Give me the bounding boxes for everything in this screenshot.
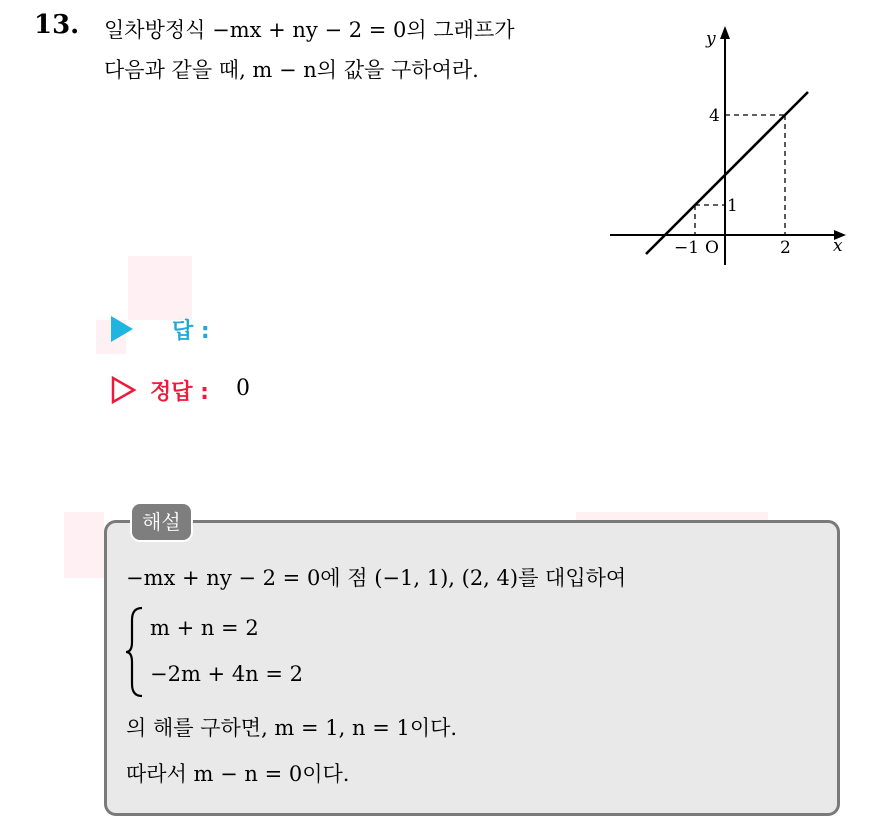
highlight-patch <box>128 256 192 320</box>
answer-marker-icon <box>111 316 133 342</box>
solution-tag: 해설 <box>130 502 193 542</box>
question-text-line-2: 다음과 같을 때, m − n의 값을 구하여라. <box>104 58 479 82</box>
highlight-patch <box>64 512 104 578</box>
y-axis-arrow <box>720 26 730 39</box>
equation-brace <box>124 606 146 698</box>
y-axis-label: y <box>706 29 716 49</box>
system-equation-2: −2m + 4n = 2 <box>150 662 304 686</box>
question-number: 13. <box>34 10 80 40</box>
tick-label-y-1: 1 <box>727 196 738 216</box>
correct-answer-value: 0 <box>236 376 250 401</box>
correct-answer-label: 정답 : <box>150 380 209 405</box>
equation-line <box>646 92 808 254</box>
question-text-line-1: 일차방정식 −mx + ny − 2 = 0의 그래프가 <box>104 18 515 42</box>
solution-line-4: 의 해를 구하면, m = 1, n = 1이다. <box>126 716 458 740</box>
system-equation-1: m + n = 2 <box>150 616 259 640</box>
origin-label: O <box>705 238 719 258</box>
tick-label-x-neg1: −1 <box>674 238 700 258</box>
correct-marker-icon <box>111 376 137 404</box>
solution-line-5: 따라서 m − n = 0이다. <box>126 762 350 786</box>
solution-line-1: −mx + ny − 2 = 0에 점 (−1, 1), (2, 4)를 대입하여 <box>126 566 627 590</box>
line-graph <box>600 20 860 270</box>
answer-label: 답 : <box>172 319 210 344</box>
x-axis-label: x <box>833 236 843 256</box>
tick-label-y-4: 4 <box>709 106 720 126</box>
tick-label-x-2: 2 <box>780 238 791 258</box>
